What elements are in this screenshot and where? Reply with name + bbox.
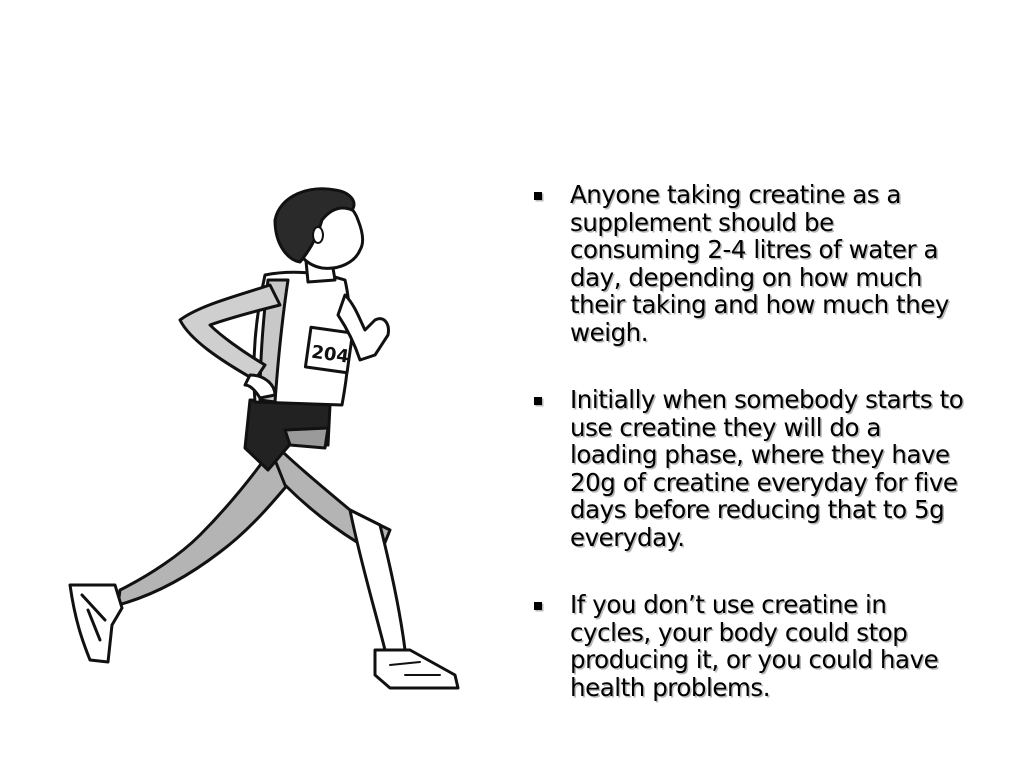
bib-number: 204 (310, 341, 351, 368)
bullet-text: If you don’t use creatine in cycles, your body could stop producing it, or you could have health problems. (570, 590, 939, 702)
bullet-item (530, 591, 970, 701)
runner-illustration (60, 180, 470, 700)
bullet-list (530, 181, 970, 701)
square-bullet-icon (534, 397, 542, 405)
bullet-text: Initially when somebody starts to use creatine they will do a loading phase, where they have 20g of creatine everyday for five days before reducing that to 5g everyday. (570, 385, 964, 552)
running-man-icon (60, 180, 470, 700)
bullet-text: Anyone taking creatine as a supplement should be consuming 2-4 litres of water a day, depending on how much their taking and how much they weigh. (570, 180, 949, 347)
bullet-item (530, 181, 970, 346)
bullet-item (530, 386, 970, 551)
square-bullet-icon (534, 602, 542, 610)
square-bullet-icon (534, 192, 542, 200)
